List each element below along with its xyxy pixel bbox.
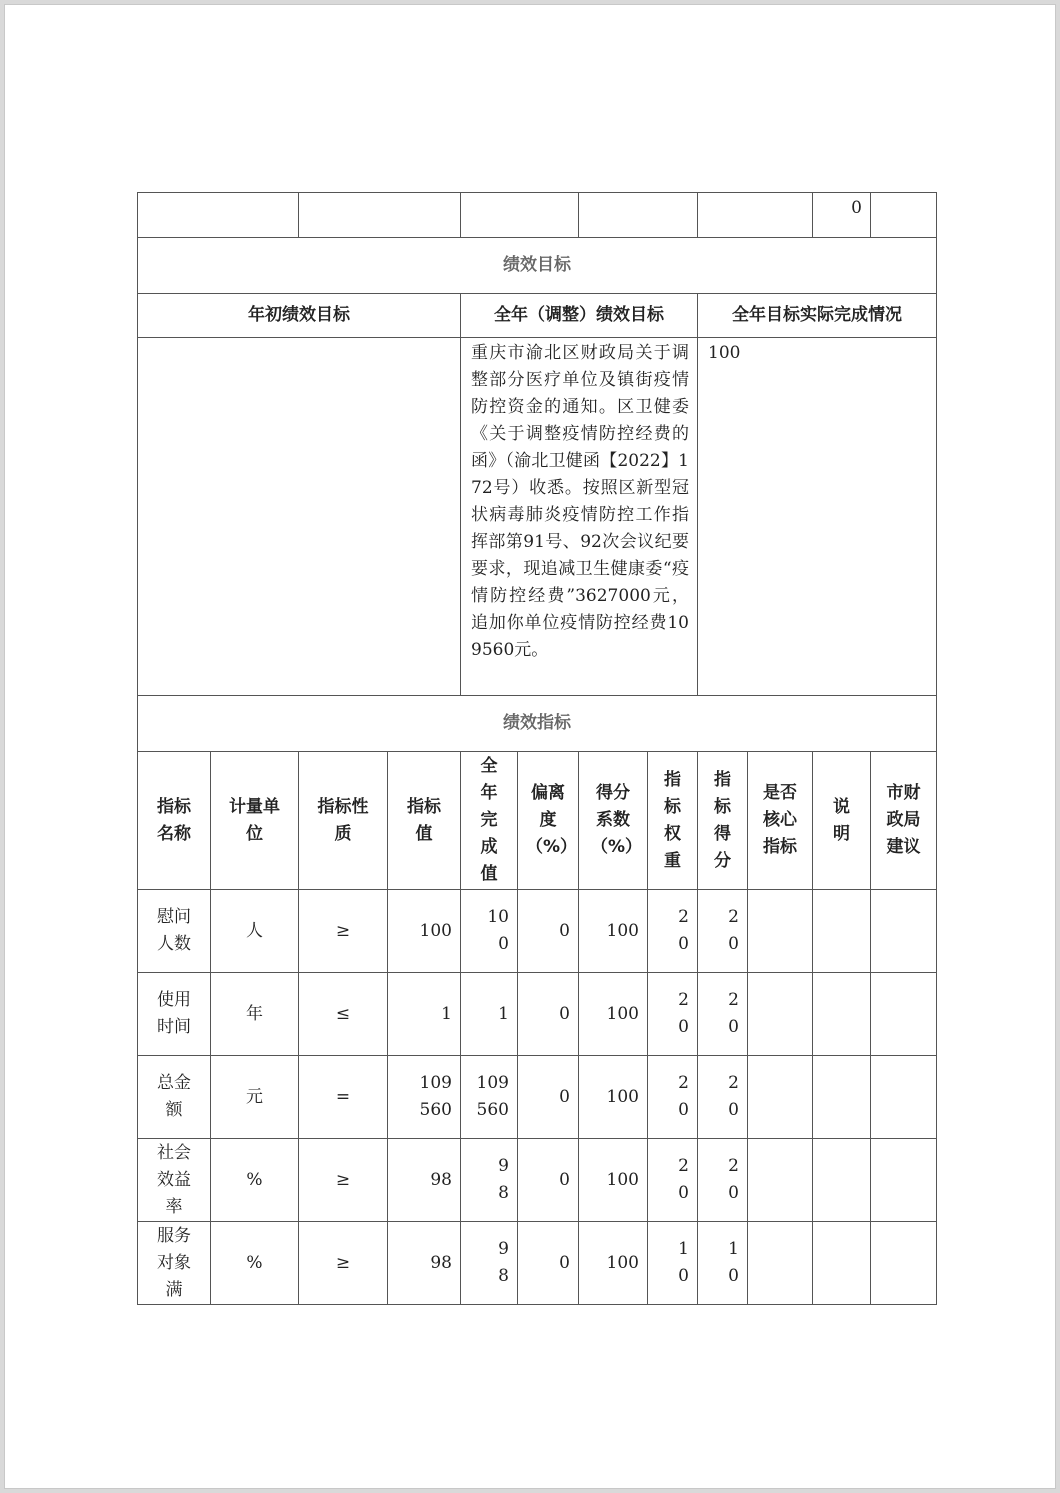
- indicator-value: 98: [388, 1139, 461, 1222]
- indicator-unit: 人: [211, 890, 299, 973]
- indicator-score: 20: [698, 1056, 748, 1139]
- indicator-core: [748, 1139, 813, 1222]
- goals-section-title-row: [138, 238, 937, 294]
- indicator-value: 98: [388, 1222, 461, 1305]
- indicators-section-title-row: [138, 696, 937, 752]
- adjusted-goal-header: 全年（调整）绩效目标: [461, 294, 698, 338]
- indicator-score: 20: [698, 890, 748, 973]
- indicator-score: 10: [698, 1222, 748, 1305]
- indicator-core: [748, 1222, 813, 1305]
- indicator-value: 100: [388, 890, 461, 973]
- indicator-coefficient: 100: [579, 890, 648, 973]
- indicator-value: 109560: [388, 1056, 461, 1139]
- indicators-section-title: 绩效指标: [138, 696, 937, 752]
- indicator-completion: 100: [461, 890, 518, 973]
- indicators-header-row: [138, 752, 937, 890]
- indicator-completion: 98: [461, 1222, 518, 1305]
- indicator-note: [813, 1056, 871, 1139]
- indicator-deviation: 0: [518, 973, 579, 1056]
- header-suggestion: 市财政局建议: [871, 752, 937, 890]
- indicator-note: [813, 890, 871, 973]
- indicator-suggestion: [871, 890, 937, 973]
- indicator-completion: 109560: [461, 1056, 518, 1139]
- top-cell-value: 0: [813, 193, 871, 238]
- indicator-core: [748, 973, 813, 1056]
- top-cell-4: [579, 193, 698, 238]
- indicator-weight: 20: [648, 1139, 698, 1222]
- indicator-coefficient: 100: [579, 1056, 648, 1139]
- header-completion: 全年完成值: [461, 752, 518, 890]
- indicator-unit: 年: [211, 973, 299, 1056]
- indicator-name: 社会效益率: [138, 1139, 211, 1222]
- indicator-deviation: 0: [518, 890, 579, 973]
- indicator-core: [748, 1056, 813, 1139]
- indicator-name: 总金额: [138, 1056, 211, 1139]
- indicator-nature: ≤: [299, 973, 388, 1056]
- adjusted-goal-text: 重庆市渝北区财政局关于调整部分医疗单位及镇街疫情防控资金的通知。区卫健委《关于调整疫情防控经费的函》（渝北卫健函【2022】172号）收悉。按照区新型冠状病毒肺炎疫情防控工作指挥部第91号、92次会议纪要要求，现追减卫生健康委“疫情防控经费”3627000元，追加你单位疫情防控经费109560元。: [461, 338, 698, 696]
- top-cell-2: [299, 193, 461, 238]
- indicator-row: [138, 973, 937, 1056]
- indicator-name: 慰问人数: [138, 890, 211, 973]
- indicator-deviation: 0: [518, 1056, 579, 1139]
- indicator-row: [138, 1139, 937, 1222]
- indicator-unit: %: [211, 1222, 299, 1305]
- top-cell-3: [461, 193, 579, 238]
- indicator-weight: 20: [648, 1056, 698, 1139]
- indicator-coefficient: 100: [579, 973, 648, 1056]
- indicator-score: 20: [698, 973, 748, 1056]
- header-weight: 指标权重: [648, 752, 698, 890]
- top-cell-7: [871, 193, 937, 238]
- indicator-value: 1: [388, 973, 461, 1056]
- indicator-coefficient: 100: [579, 1139, 648, 1222]
- indicator-name: 使用时间: [138, 973, 211, 1056]
- header-score: 指标得分: [698, 752, 748, 890]
- indicator-unit: %: [211, 1139, 299, 1222]
- actual-completion-header: 全年目标实际完成情况: [698, 294, 937, 338]
- indicator-row: [138, 1222, 937, 1305]
- document-page: [4, 4, 1056, 1489]
- indicator-nature: =: [299, 1056, 388, 1139]
- indicator-deviation: 0: [518, 1139, 579, 1222]
- header-indicator-name: 指标名称: [138, 752, 211, 890]
- header-deviation: 偏离度（%）: [518, 752, 579, 890]
- indicator-note: [813, 973, 871, 1056]
- indicator-nature: ≥: [299, 890, 388, 973]
- indicator-weight: 20: [648, 890, 698, 973]
- actual-completion-text: 100: [698, 338, 937, 696]
- indicator-core: [748, 890, 813, 973]
- indicator-note: [813, 1139, 871, 1222]
- performance-table: [137, 192, 937, 1305]
- initial-goal-header: 年初绩效目标: [138, 294, 461, 338]
- top-cell-1: [138, 193, 299, 238]
- indicator-coefficient: 100: [579, 1222, 648, 1305]
- indicator-suggestion: [871, 1056, 937, 1139]
- goals-section-title: 绩效目标: [138, 238, 937, 294]
- goals-content-row: [138, 338, 937, 696]
- indicator-completion: 98: [461, 1139, 518, 1222]
- indicator-score: 20: [698, 1139, 748, 1222]
- indicator-deviation: 0: [518, 1222, 579, 1305]
- indicator-nature: ≥: [299, 1222, 388, 1305]
- top-partial-row: [138, 193, 937, 238]
- initial-goal-text: [138, 338, 461, 696]
- header-coefficient: 得分系数（%）: [579, 752, 648, 890]
- indicator-row: [138, 890, 937, 973]
- goals-header-row: [138, 294, 937, 338]
- indicator-completion: 1: [461, 973, 518, 1056]
- indicator-suggestion: [871, 973, 937, 1056]
- header-value: 指标值: [388, 752, 461, 890]
- indicator-row: [138, 1056, 937, 1139]
- indicator-name: 服务对象满: [138, 1222, 211, 1305]
- indicator-weight: 20: [648, 973, 698, 1056]
- indicator-note: [813, 1222, 871, 1305]
- indicator-suggestion: [871, 1139, 937, 1222]
- top-cell-5: [698, 193, 813, 238]
- indicator-weight: 10: [648, 1222, 698, 1305]
- header-nature: 指标性质: [299, 752, 388, 890]
- indicator-unit: 元: [211, 1056, 299, 1139]
- header-note: 说明: [813, 752, 871, 890]
- header-unit: 计量单位: [211, 752, 299, 890]
- indicator-suggestion: [871, 1222, 937, 1305]
- header-core: 是否核心指标: [748, 752, 813, 890]
- indicator-nature: ≥: [299, 1139, 388, 1222]
